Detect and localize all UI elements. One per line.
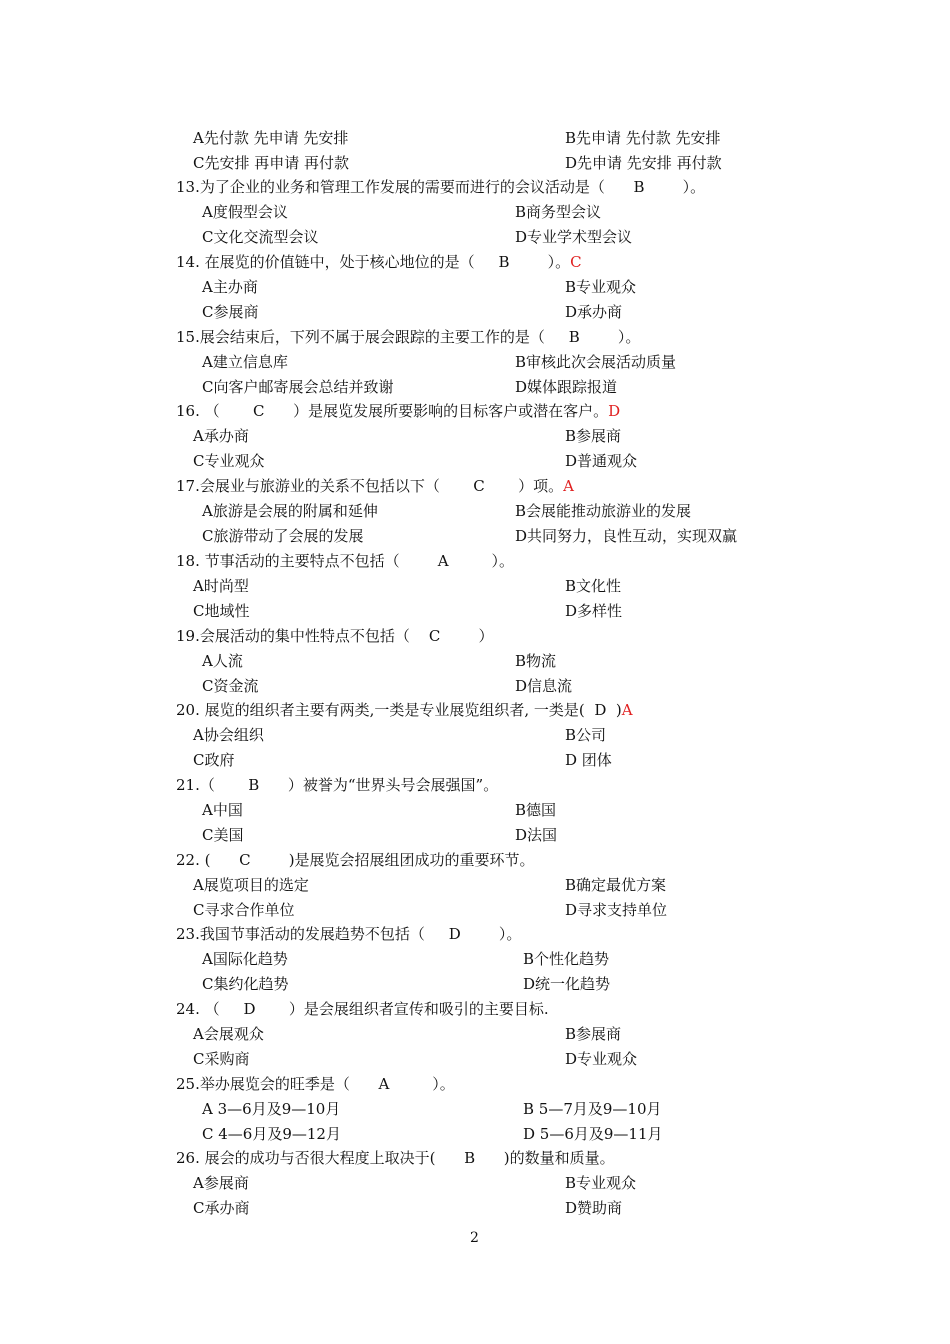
question-text: 25.举办展览会的旺季是（ A ）。 bbox=[176, 1075, 455, 1093]
option-text: D普通观众 bbox=[565, 452, 638, 470]
question-text: 21.（ B ）被誉为“世界头号会展强国”。 bbox=[176, 776, 499, 794]
option-text: B个性化趋势 bbox=[523, 950, 610, 968]
option-text: D专业学术型会议 bbox=[515, 228, 633, 246]
option-text: B商务型会议 bbox=[515, 203, 602, 221]
option-text: A建立信息库 bbox=[202, 353, 288, 371]
option-text: D 5—6月及9—11月 bbox=[523, 1125, 663, 1143]
option-text: D多样性 bbox=[565, 602, 623, 620]
option-text: D寻求支持单位 bbox=[565, 901, 668, 919]
page-number: 2 bbox=[470, 1230, 479, 1246]
option-text: B先申请 先付款 先安排 bbox=[565, 129, 721, 147]
option-text: C美国 bbox=[202, 826, 244, 844]
option-text: A承办商 bbox=[193, 427, 249, 445]
option-text: C 4—6月及9—12月 bbox=[202, 1125, 341, 1143]
question-text: 18. 节事活动的主要特点不包括（ A ）。 bbox=[176, 552, 515, 570]
question-text: 16. （ C ）是展览发展所要影响的目标客户或潜在客户。D bbox=[176, 402, 621, 420]
option-text: B审核此次会展活动质量 bbox=[515, 353, 677, 371]
option-text: D统一化趋势 bbox=[523, 975, 611, 993]
option-text: A时尚型 bbox=[193, 577, 249, 595]
option-text: D共同努力，良性互动，实现双赢 bbox=[515, 527, 738, 545]
option-text: C地域性 bbox=[193, 602, 250, 620]
question-text: 13.为了企业的业务和管理工作发展的需要而进行的会议活动是（ B ）。 bbox=[176, 178, 706, 196]
option-text: A度假型会议 bbox=[202, 203, 288, 221]
option-text: B德国 bbox=[515, 801, 557, 819]
option-text: D先申请 先安排 再付款 bbox=[565, 154, 722, 172]
option-text: B 5—7月及9—10月 bbox=[523, 1100, 662, 1118]
question-text: 22. ( C )是展览会招展组团成功的重要环节。 bbox=[176, 851, 535, 869]
option-text: D赞助商 bbox=[565, 1199, 623, 1217]
option-text: A主办商 bbox=[202, 278, 258, 296]
option-text: B参展商 bbox=[565, 427, 622, 445]
option-text: D信息流 bbox=[515, 677, 573, 695]
handwritten-answer: D bbox=[608, 402, 621, 420]
option-text: C集约化趋势 bbox=[202, 975, 289, 993]
question-text: 20. 展览的组织者主要有两类,一类是专业展览组织者, 一类是( D )A bbox=[176, 701, 633, 719]
option-text: B确定最优方案 bbox=[565, 876, 667, 894]
option-text: A展览项目的选定 bbox=[193, 876, 309, 894]
option-text: A 3—6月及9—10月 bbox=[202, 1100, 341, 1118]
handwritten-answer: A bbox=[621, 701, 633, 719]
option-text: A中国 bbox=[202, 801, 243, 819]
option-text: A协会组织 bbox=[193, 726, 264, 744]
option-text: C采购商 bbox=[193, 1050, 250, 1068]
option-text: B物流 bbox=[515, 652, 557, 670]
option-text: C文化交流型会议 bbox=[202, 228, 319, 246]
option-text: C政府 bbox=[193, 751, 235, 769]
option-text: B会展能推动旅游业的发展 bbox=[515, 502, 692, 520]
option-text: A旅游是会展的附属和延伸 bbox=[202, 502, 378, 520]
option-text: D承办商 bbox=[565, 303, 623, 321]
question-text: 14. 在展览的价值链中，处于核心地位的是（ B ）。C bbox=[176, 253, 582, 271]
option-text: C寻求合作单位 bbox=[193, 901, 295, 919]
option-text: D专业观众 bbox=[565, 1050, 638, 1068]
option-text: B文化性 bbox=[565, 577, 622, 595]
option-text: B参展商 bbox=[565, 1025, 622, 1043]
option-text: B专业观众 bbox=[565, 278, 637, 296]
option-text: C先安排 再申请 再付款 bbox=[193, 154, 350, 172]
option-text: D法国 bbox=[515, 826, 558, 844]
option-text: A会展观众 bbox=[193, 1025, 264, 1043]
option-text: C旅游带动了会展的发展 bbox=[202, 527, 364, 545]
handwritten-answer: C bbox=[570, 253, 582, 271]
option-text: A国际化趋势 bbox=[202, 950, 288, 968]
option-text: C参展商 bbox=[202, 303, 259, 321]
option-text: D 团体 bbox=[565, 751, 612, 769]
option-text: C专业观众 bbox=[193, 452, 265, 470]
option-text: C向客户邮寄展会总结并致谢 bbox=[202, 378, 394, 396]
question-text: 19.会展活动的集中性特点不包括（ C ） bbox=[176, 627, 494, 645]
question-text: 24. （ D ）是会展组织者宣传和吸引的主要目标. bbox=[176, 1000, 549, 1018]
option-text: A参展商 bbox=[193, 1174, 249, 1192]
option-text: B专业观众 bbox=[565, 1174, 637, 1192]
question-text: 26. 展会的成功与否很大程度上取决于( B )的数量和质量。 bbox=[176, 1149, 615, 1167]
question-text: 17.会展业与旅游业的关系不包括以下（ C ）项。A bbox=[176, 477, 574, 495]
question-text: 23.我国节事活动的发展趋势不包括（ D ）。 bbox=[176, 925, 522, 943]
option-text: C资金流 bbox=[202, 677, 259, 695]
option-text: D媒体跟踪报道 bbox=[515, 378, 618, 396]
option-text: B公司 bbox=[565, 726, 607, 744]
option-text: C承办商 bbox=[193, 1199, 250, 1217]
question-text: 15.展会结束后，下列不属于展会跟踪的主要工作的是（ B ）。 bbox=[176, 328, 641, 346]
handwritten-answer: A bbox=[563, 477, 574, 495]
option-text: A先付款 先申请 先安排 bbox=[193, 129, 349, 147]
option-text: A人流 bbox=[202, 652, 243, 670]
